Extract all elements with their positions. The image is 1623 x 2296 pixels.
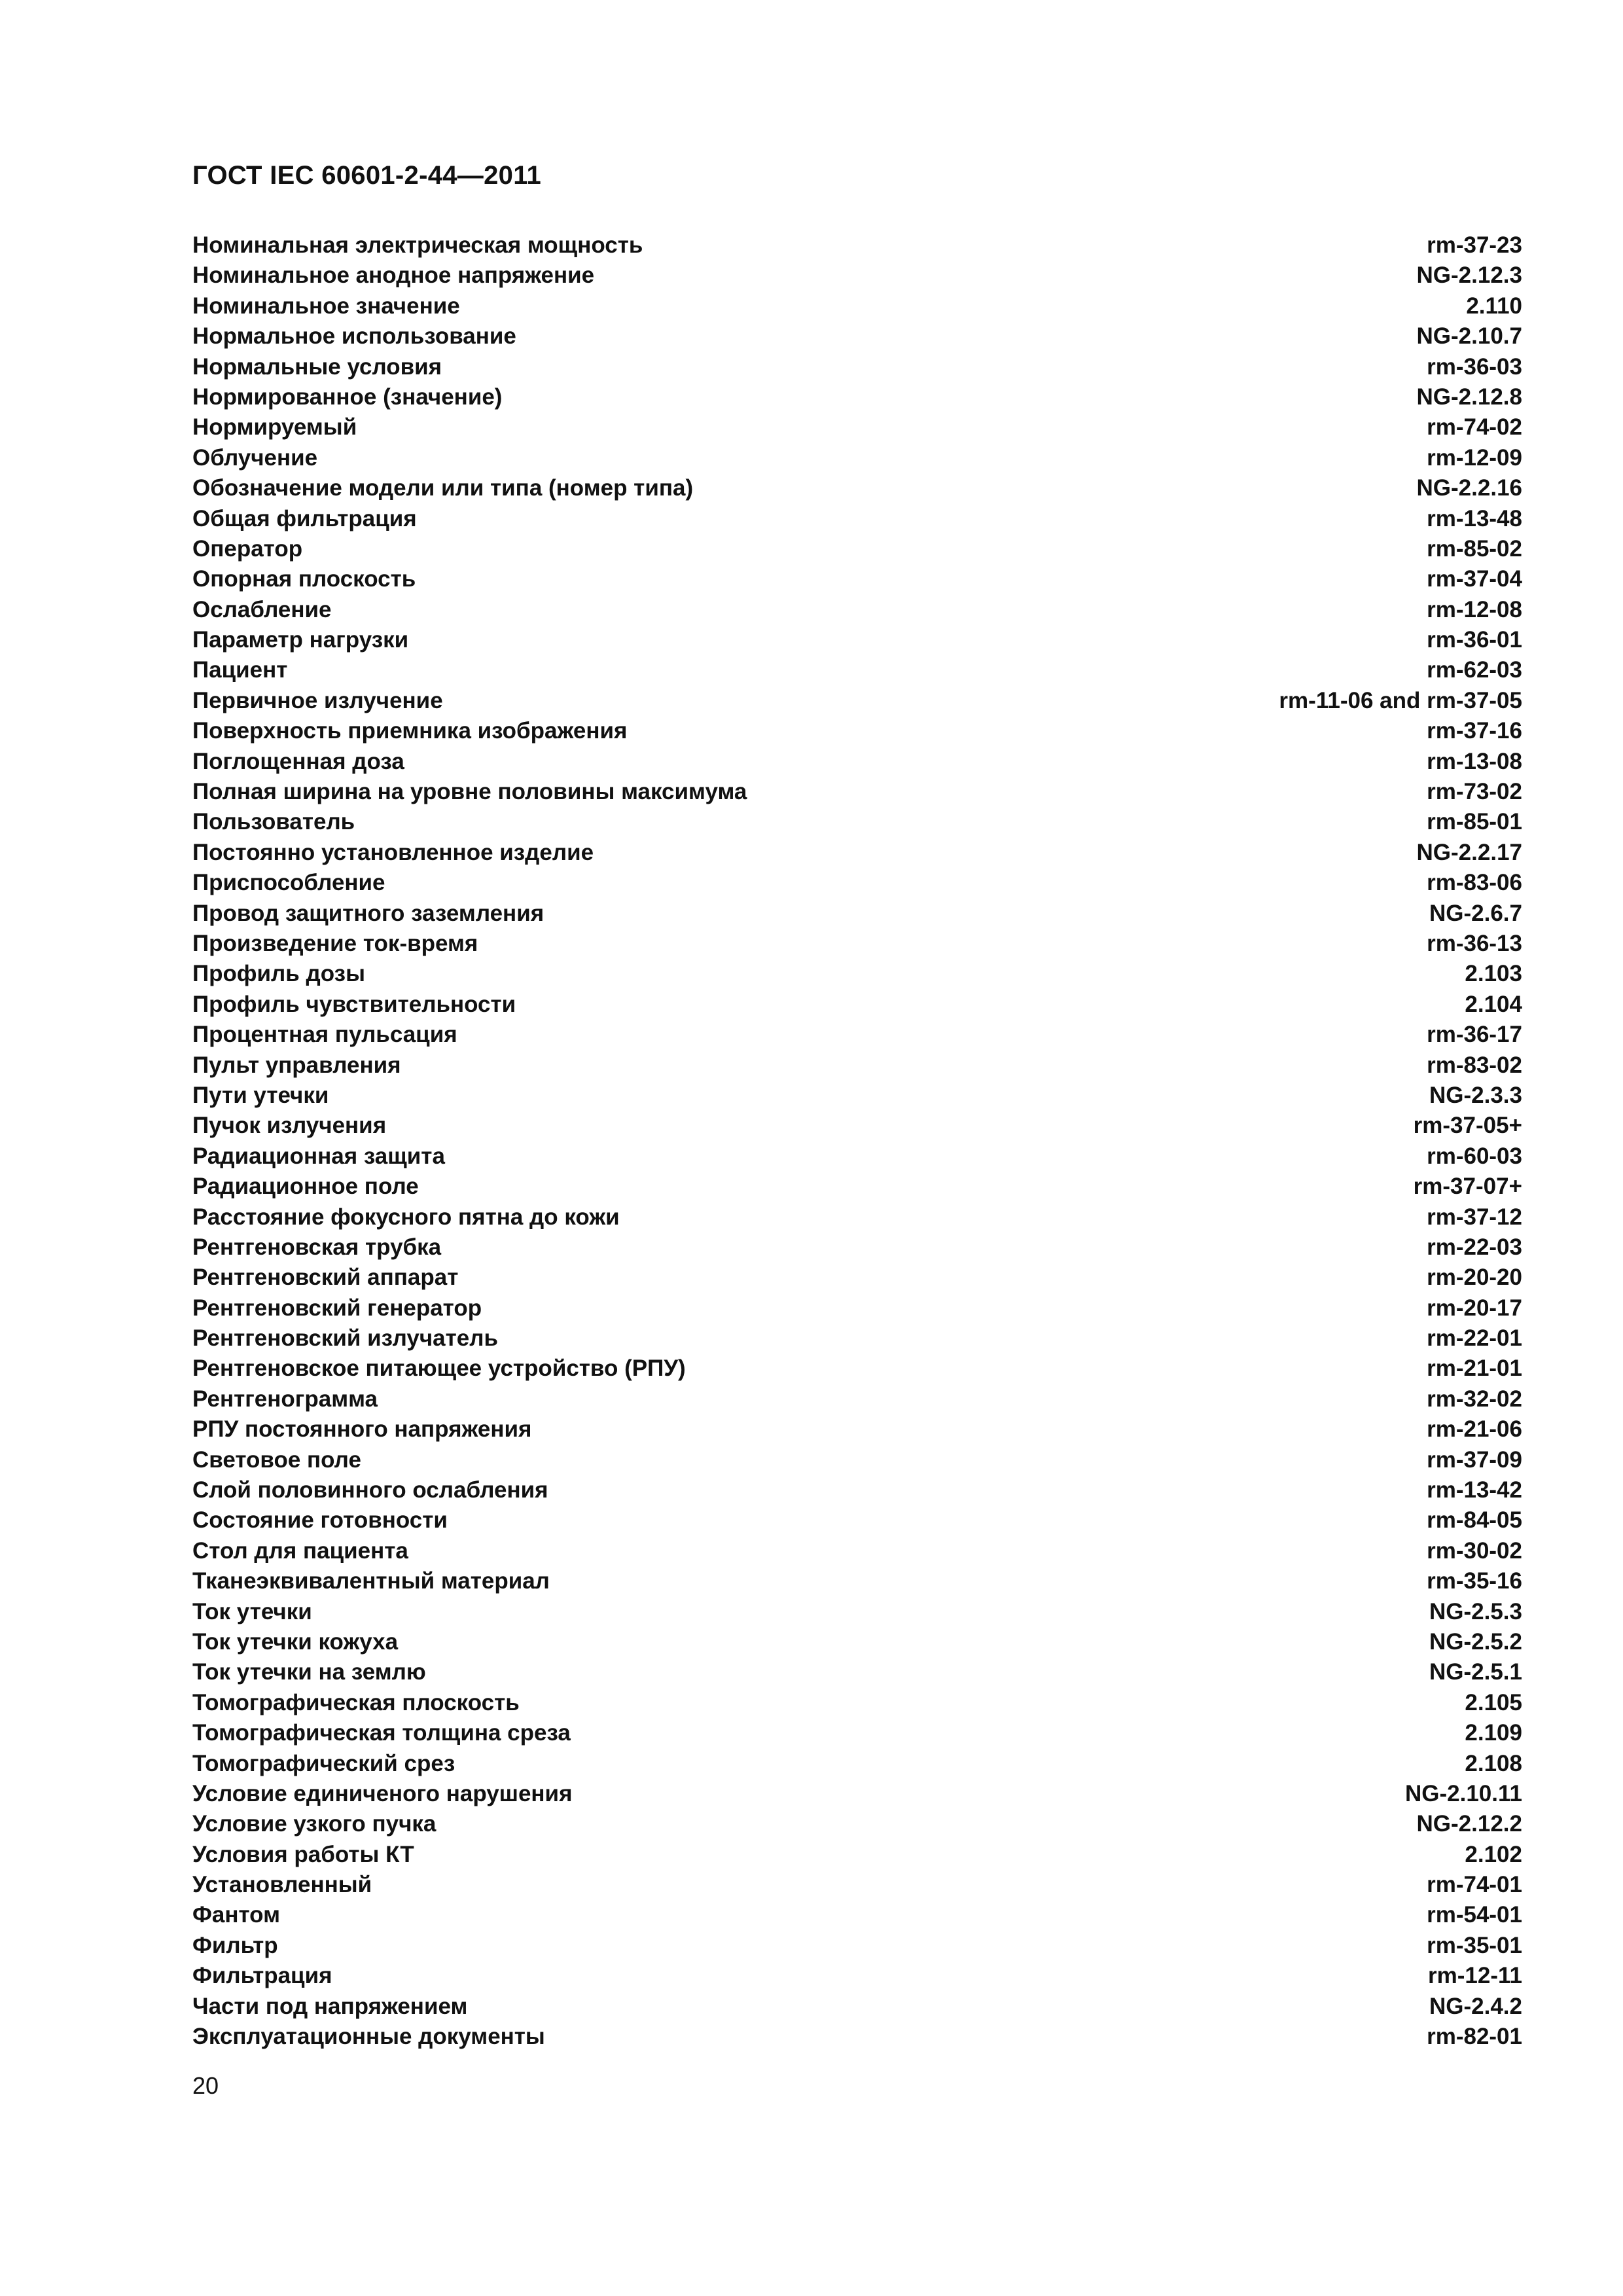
index-row (192, 1202, 1522, 1232)
index-row (192, 230, 1522, 260)
index-reference: rm-37-12 (1427, 1204, 1522, 1230)
index-row (192, 1293, 1522, 1323)
index-reference: rm-36-03 (1427, 353, 1522, 380)
index-term: Профиль чувствительности (192, 991, 516, 1017)
document-header: ГОСТ IEC 60601-2-44—2011 (192, 161, 542, 190)
index-reference: NG-2.5.1 (1429, 1659, 1522, 1685)
index-term: Радиационная защита (192, 1143, 445, 1169)
index-row (192, 1354, 1522, 1384)
index-row (192, 838, 1522, 868)
index-reference: rm-22-03 (1427, 1234, 1522, 1260)
index-reference: rm-36-01 (1427, 627, 1522, 653)
index-row (192, 807, 1522, 837)
index-term: Произведение ток-время (192, 930, 478, 956)
index-term: Рентгеновский аппарат (192, 1265, 459, 1291)
index-term: Параметр нагрузки (192, 627, 409, 653)
index-row (192, 959, 1522, 989)
index-reference: rm-13-08 (1427, 748, 1522, 774)
index-row (192, 291, 1522, 321)
index-reference: rm-85-02 (1427, 535, 1522, 562)
index-term: РПУ постоянного напряжения (192, 1416, 532, 1443)
index-reference: rm-20-20 (1427, 1265, 1522, 1291)
index-term: Провод защитного заземления (192, 900, 544, 926)
index-row (192, 990, 1522, 1020)
index-term: Нормальные условия (192, 353, 442, 380)
index-row (192, 777, 1522, 807)
index-row (192, 1505, 1522, 1535)
index-reference: rm-37-23 (1427, 232, 1522, 258)
index-reference: NG-2.5.2 (1429, 1628, 1522, 1655)
index-term: Ослабление (192, 596, 332, 622)
index-reference: NG-2.10.7 (1416, 323, 1522, 350)
index-reference: rm-85-01 (1427, 809, 1522, 835)
index-reference: rm-74-01 (1427, 1872, 1522, 1898)
index-reference: rm-11-06 and rm-37-05 (1279, 687, 1522, 713)
index-row (192, 1809, 1522, 1839)
index-term: Поглощенная доза (192, 748, 404, 774)
index-term: Эксплуатационные документы (192, 2024, 545, 2050)
index-row (192, 1141, 1522, 1172)
index-row (192, 625, 1522, 655)
index-reference: rm-73-02 (1427, 779, 1522, 805)
index-term: Рентгеновский генератор (192, 1295, 482, 1321)
index-term: Фильтрация (192, 1963, 332, 1989)
index-row (192, 260, 1522, 291)
index-term: Рентгеновское питающее устройство (РПУ) (192, 1355, 686, 1382)
index-reference: rm-60-03 (1427, 1143, 1522, 1169)
index-row (192, 1779, 1522, 1809)
index-reference: rm-37-05+ (1413, 1113, 1522, 1139)
index-reference: 2.102 (1465, 1841, 1522, 1867)
index-term: Оператор (192, 535, 303, 562)
index-term: Рентгеновская трубка (192, 1234, 442, 1260)
index-term: Процентная пульсация (192, 1022, 457, 1048)
index-reference: 2.110 (1466, 293, 1522, 319)
index-term: Пути утечки (192, 1082, 329, 1108)
index-row (192, 321, 1522, 351)
index-term: Фильтр (192, 1932, 278, 1958)
index-reference: rm-54-01 (1427, 1902, 1522, 1928)
index-row (192, 716, 1522, 746)
index-term: Обозначение модели или типа (номер типа) (192, 475, 694, 501)
index-row (192, 564, 1522, 594)
index-reference: 2.108 (1465, 1750, 1522, 1776)
index-reference: rm-12-11 (1428, 1963, 1522, 1989)
index-term: Части под напряжением (192, 1993, 468, 2019)
index-row (192, 1475, 1522, 1505)
index-row (192, 534, 1522, 564)
index-row (192, 899, 1522, 929)
index-row (192, 595, 1522, 625)
index-term: Ток утечки кожуха (192, 1628, 399, 1655)
index-row (192, 1323, 1522, 1354)
index-row (192, 2022, 1522, 2052)
index-term: Приспособление (192, 870, 385, 896)
index-reference: NG-2.2.17 (1416, 839, 1522, 865)
index-reference: rm-21-01 (1427, 1355, 1522, 1382)
index-row (192, 1657, 1522, 1687)
index-row (192, 1263, 1522, 1293)
index-reference: rm-37-16 (1427, 718, 1522, 744)
index-row (192, 1718, 1522, 1748)
index-reference: rm-37-04 (1427, 566, 1522, 592)
index-row (192, 686, 1522, 716)
index-reference: rm-35-01 (1427, 1932, 1522, 1958)
index-row (192, 1172, 1522, 1202)
index-term: Постоянно установленное изделие (192, 839, 594, 865)
index-term: Условие единиченого нарушения (192, 1780, 573, 1806)
index-row (192, 1597, 1522, 1627)
index-reference: rm-20-17 (1427, 1295, 1522, 1321)
index-term: Томографическая плоскость (192, 1689, 520, 1715)
index-row (192, 1840, 1522, 1870)
index-reference: rm-12-08 (1427, 596, 1522, 622)
index-row (192, 1414, 1522, 1444)
index-term: Состояние готовности (192, 1507, 448, 1534)
index-reference: rm-84-05 (1427, 1507, 1522, 1534)
index-term: Томографическая толщина среза (192, 1720, 571, 1746)
index-row (192, 868, 1522, 898)
index-term: Фантом (192, 1902, 280, 1928)
index-row (192, 1961, 1522, 1991)
index-term: Световое поле (192, 1446, 361, 1473)
page-number: 20 (192, 2072, 219, 2099)
index-row (192, 1627, 1522, 1657)
index-reference: rm-36-17 (1427, 1022, 1522, 1048)
index-reference: rm-22-01 (1427, 1325, 1522, 1352)
index-row (192, 382, 1522, 412)
index-row (192, 1081, 1522, 1111)
index-row (192, 1566, 1522, 1596)
index-row (192, 655, 1522, 685)
term-index-list (192, 230, 1522, 2052)
index-row (192, 1445, 1522, 1475)
index-reference: rm-83-06 (1427, 870, 1522, 896)
index-reference: NG-2.6.7 (1429, 900, 1522, 926)
index-term: Первичное излучение (192, 687, 443, 713)
index-reference: rm-83-02 (1427, 1052, 1522, 1078)
index-reference: rm-21-06 (1427, 1416, 1522, 1443)
index-reference: rm-13-48 (1427, 505, 1522, 531)
index-term: Расстояние фокусного пятна до кожи (192, 1204, 620, 1230)
index-term: Пользователь (192, 809, 355, 835)
index-term: Пучок излучения (192, 1113, 387, 1139)
index-row (192, 1232, 1522, 1263)
index-row (192, 412, 1522, 442)
index-reference: 2.103 (1465, 961, 1522, 987)
index-term: Номинальная электрическая мощность (192, 232, 643, 258)
index-row (192, 929, 1522, 959)
index-reference: NG-2.3.3 (1429, 1082, 1522, 1108)
index-term: Тканеэквивалентный материал (192, 1568, 550, 1594)
index-reference: rm-62-03 (1427, 657, 1522, 683)
index-term: Ток утечки (192, 1598, 312, 1624)
index-term: Стол для пациента (192, 1537, 408, 1564)
index-term: Опорная плоскость (192, 566, 416, 592)
index-term: Условия работы КТ (192, 1841, 414, 1867)
index-term: Общая фильтрация (192, 505, 417, 531)
index-row (192, 1020, 1522, 1050)
index-term: Слой половинного ослабления (192, 1477, 548, 1503)
index-row (192, 747, 1522, 777)
index-term: Условие узкого пучка (192, 1811, 437, 1837)
index-reference: NG-2.2.16 (1416, 475, 1522, 501)
index-row (192, 1536, 1522, 1566)
index-term: Нормированное (значение) (192, 384, 503, 410)
index-term: Рентгеновский излучатель (192, 1325, 498, 1352)
index-row (192, 1111, 1522, 1141)
index-reference: NG-2.12.8 (1416, 384, 1522, 410)
index-term: Пациент (192, 657, 288, 683)
index-row (192, 1749, 1522, 1779)
index-row (192, 1900, 1522, 1930)
index-reference: rm-82-01 (1427, 2024, 1522, 2050)
index-term: Номинальное значение (192, 293, 460, 319)
index-term: Нормируемый (192, 414, 357, 440)
index-term: Пульт управления (192, 1052, 401, 1078)
index-row (192, 1992, 1522, 2022)
index-row (192, 1931, 1522, 1961)
index-row (192, 1050, 1522, 1081)
index-reference: NG-2.12.3 (1416, 262, 1522, 289)
index-reference: NG-2.10.11 (1405, 1780, 1522, 1806)
index-reference: rm-36-13 (1427, 930, 1522, 956)
index-reference: 2.109 (1465, 1720, 1522, 1746)
index-term: Установленный (192, 1872, 372, 1898)
index-reference: rm-37-09 (1427, 1446, 1522, 1473)
index-row (192, 473, 1522, 503)
index-reference: rm-30-02 (1427, 1537, 1522, 1564)
index-reference: rm-74-02 (1427, 414, 1522, 440)
index-row (192, 1870, 1522, 1900)
index-term: Рентгенограмма (192, 1386, 378, 1412)
index-term: Томографический срез (192, 1750, 455, 1776)
index-term: Поверхность приемника изображения (192, 718, 628, 744)
index-reference: NG-2.12.2 (1416, 1811, 1522, 1837)
index-term: Полная ширина на уровне половины максимума (192, 779, 747, 805)
index-reference: rm-13-42 (1427, 1477, 1522, 1503)
index-term: Профиль дозы (192, 961, 365, 987)
index-reference: NG-2.5.3 (1429, 1598, 1522, 1624)
index-reference: rm-37-07+ (1413, 1174, 1522, 1200)
index-term: Номинальное анодное напряжение (192, 262, 595, 289)
index-reference: 2.104 (1465, 991, 1522, 1017)
index-term: Нормальное использование (192, 323, 516, 350)
index-row (192, 352, 1522, 382)
index-reference: rm-32-02 (1427, 1386, 1522, 1412)
index-reference: NG-2.4.2 (1429, 1993, 1522, 2019)
index-row (192, 1688, 1522, 1718)
index-reference: rm-35-16 (1427, 1568, 1522, 1594)
index-term: Ток утечки на землю (192, 1659, 426, 1685)
index-reference: rm-12-09 (1427, 444, 1522, 471)
index-term: Радиационное поле (192, 1174, 419, 1200)
index-row (192, 504, 1522, 534)
index-reference: 2.105 (1465, 1689, 1522, 1715)
index-row (192, 443, 1522, 473)
index-row (192, 1384, 1522, 1414)
index-term: Облучение (192, 444, 318, 471)
